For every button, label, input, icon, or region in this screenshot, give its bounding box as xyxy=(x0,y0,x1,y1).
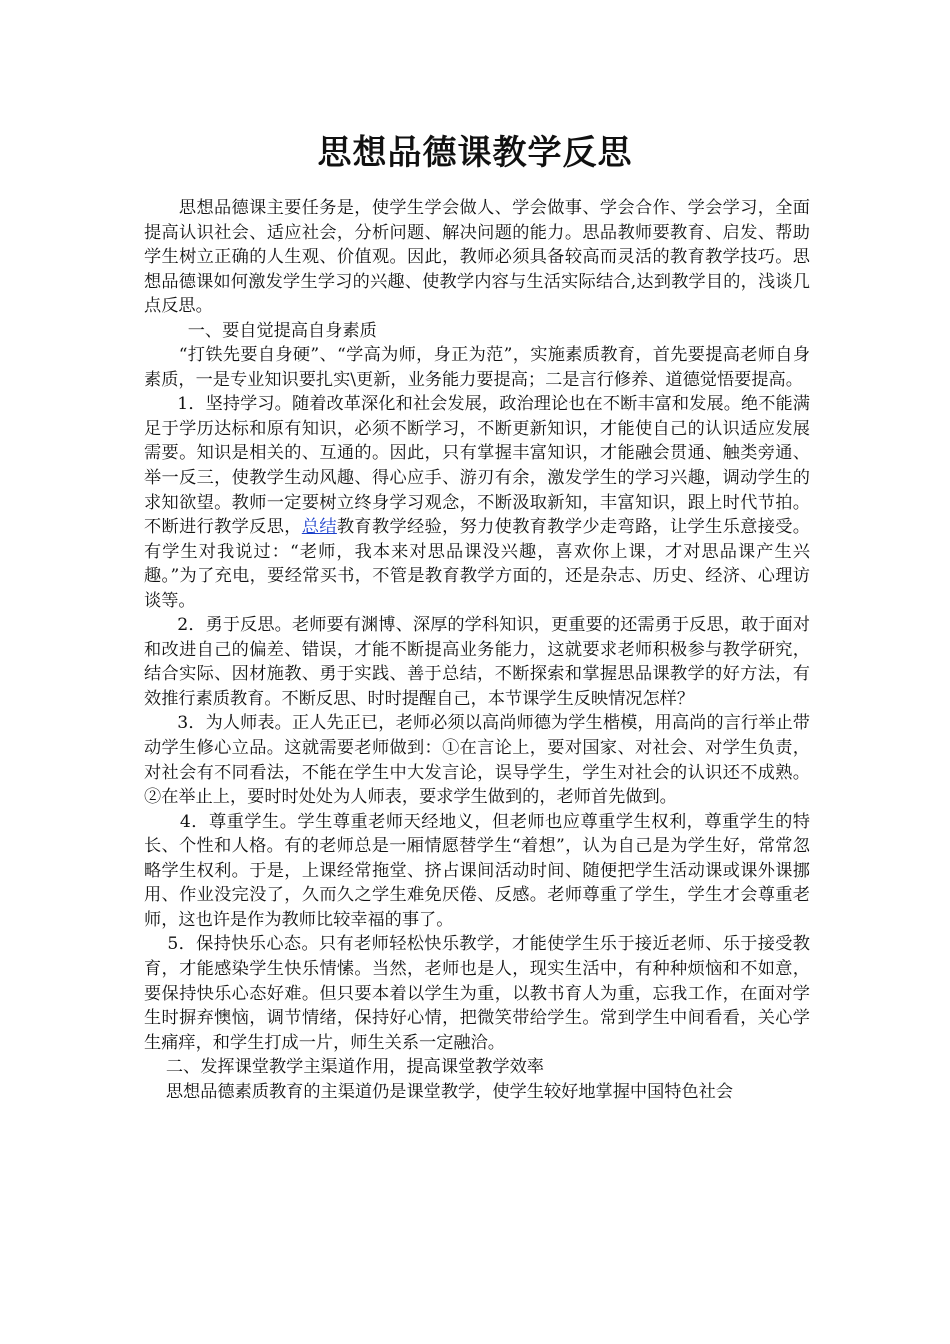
document-body xyxy=(144,196,810,1104)
paragraph-point-5: 5．保持快乐心态。只有老师轻松快乐教学，才能使学生乐于接近老师、乐于接受教育，才能感染学生快乐情愫。当然，老师也是人，现实生活中，有种种烦恼和不如意，要保持快乐心态好难。但只要本着以学生为重，以教书育人为重，忘我工作，在面对学生时摒弃懊恼，调节情绪，保持好心情，把微笑带给学生。常到学生中间看看，关心学生痛痒，和学生打成一片，师生关系一定融洽。 xyxy=(144,934,810,1053)
paragraph-section2-intro: 思想品德素质教育的主渠道仍是课堂教学，使学生较好地掌握中国特色社会 xyxy=(165,1081,734,1102)
summary-link[interactable]: 总结 xyxy=(301,517,337,538)
paragraph-section1-intro: “打铁先要自身硬”、“学高为师，身正为范”，实施素质教育，首先要提高老师自身素质，一是专业知识要扎实\更新，业务能力要提高；二是言行修养、道德觉悟要提高。 xyxy=(144,345,811,390)
paragraph-point-2: 2．勇于反思。老师要有渊博、深厚的学科知识，更重要的还需勇于反思，敢于面对和改进自己的偏差、错误，才能不断提高业务能力，这就要求老师积极参与教学研究，结合实际、因材施教、勇于实践、善于总结，不断探索和掌握思品课教学的好方法，有效推行素质教育。不断反思、时时提醒自己，本节课学生反映情况怎样？ xyxy=(144,615,810,709)
section-heading-1: 一、要自觉提高自身素质 xyxy=(187,320,377,341)
section-heading-2: 二、发挥课堂教学主渠道作用，提高课堂教学效率 xyxy=(165,1057,544,1078)
paragraph-point-3: 3．为人师表。正人先正已，老师必须以高尚师德为学生楷模，用高尚的言行举止带动学生修心立品。这就需要老师做到：①在言论上，要对国家、对社会、对学生负责，对社会有不同看法，不能在学生中大发言论，误导学生，学生对社会的认识还不成熟。②在举止上，要时时处处为人师表，要求学生做到的，老师首先做到。 xyxy=(144,713,810,808)
paragraph-point-1: 1．坚持学习。随着改革深化和社会发展，政治理论也在不断丰富和发展。绝不能满足于学历达标和原有知识，必须不断学习，不断更新知识，才能使自己的认识适应发展需要。知识是相关的、互通的。因此，只有掌握丰富知识，才能融会贯通、触类旁通、举一反三，使教学生动风趣、得心应手、游刃有余，激发学生的学习兴趣，调动学生的求知欲望。教师一定要树立终身学习观念，不断汲取新知，丰富知识，跟上时代节拍。不断进行教学反思，总结教育教学经验，努力使教育教学少走弯路，让学生乐意接受。有学生对我说过：“老师，我本来对思品课没兴趣，喜欢你上课，才对思品课产生兴趣。”为了充电，要经常买书，不管是教育教学方面的，还是杂志、历史、经济、心理访谈等。 xyxy=(144,394,810,611)
paragraph-point-4: 4．尊重学生。学生尊重老师天经地义，但老师也应尊重学生权利，尊重学生的特长、个性和人格。有的老师总是一厢情愿替学生“着想”，认为自己是为学生好，常常忽略学生权利。于是，上课经常拖堂、挤占课间活动时间、随便把学生活动课或课外课挪用、作业没完没了，久而久之学生难免厌倦、反感。老师尊重了学生，学生才会尊重老师，这也许是作为教师比较幸福的事了。 xyxy=(144,811,810,930)
page-title: 思想品德课教学反思 xyxy=(317,133,633,173)
paragraph-intro: 思想品德课主要任务是，使学生学会做人、学会做事、学会合作、学会学习，全面提高认识社会、适应社会，分析问题、解决问题的能力。思品教师要教育、启发、帮助学生树立正确的人生观、价值观。因此，教师必须具备较高而灵活的教育教学技巧。思想品德课如何激发学生学习的兴趣、使教学内容与生活实际结合,达到教学目的，浅谈几点反思。 xyxy=(144,198,810,317)
